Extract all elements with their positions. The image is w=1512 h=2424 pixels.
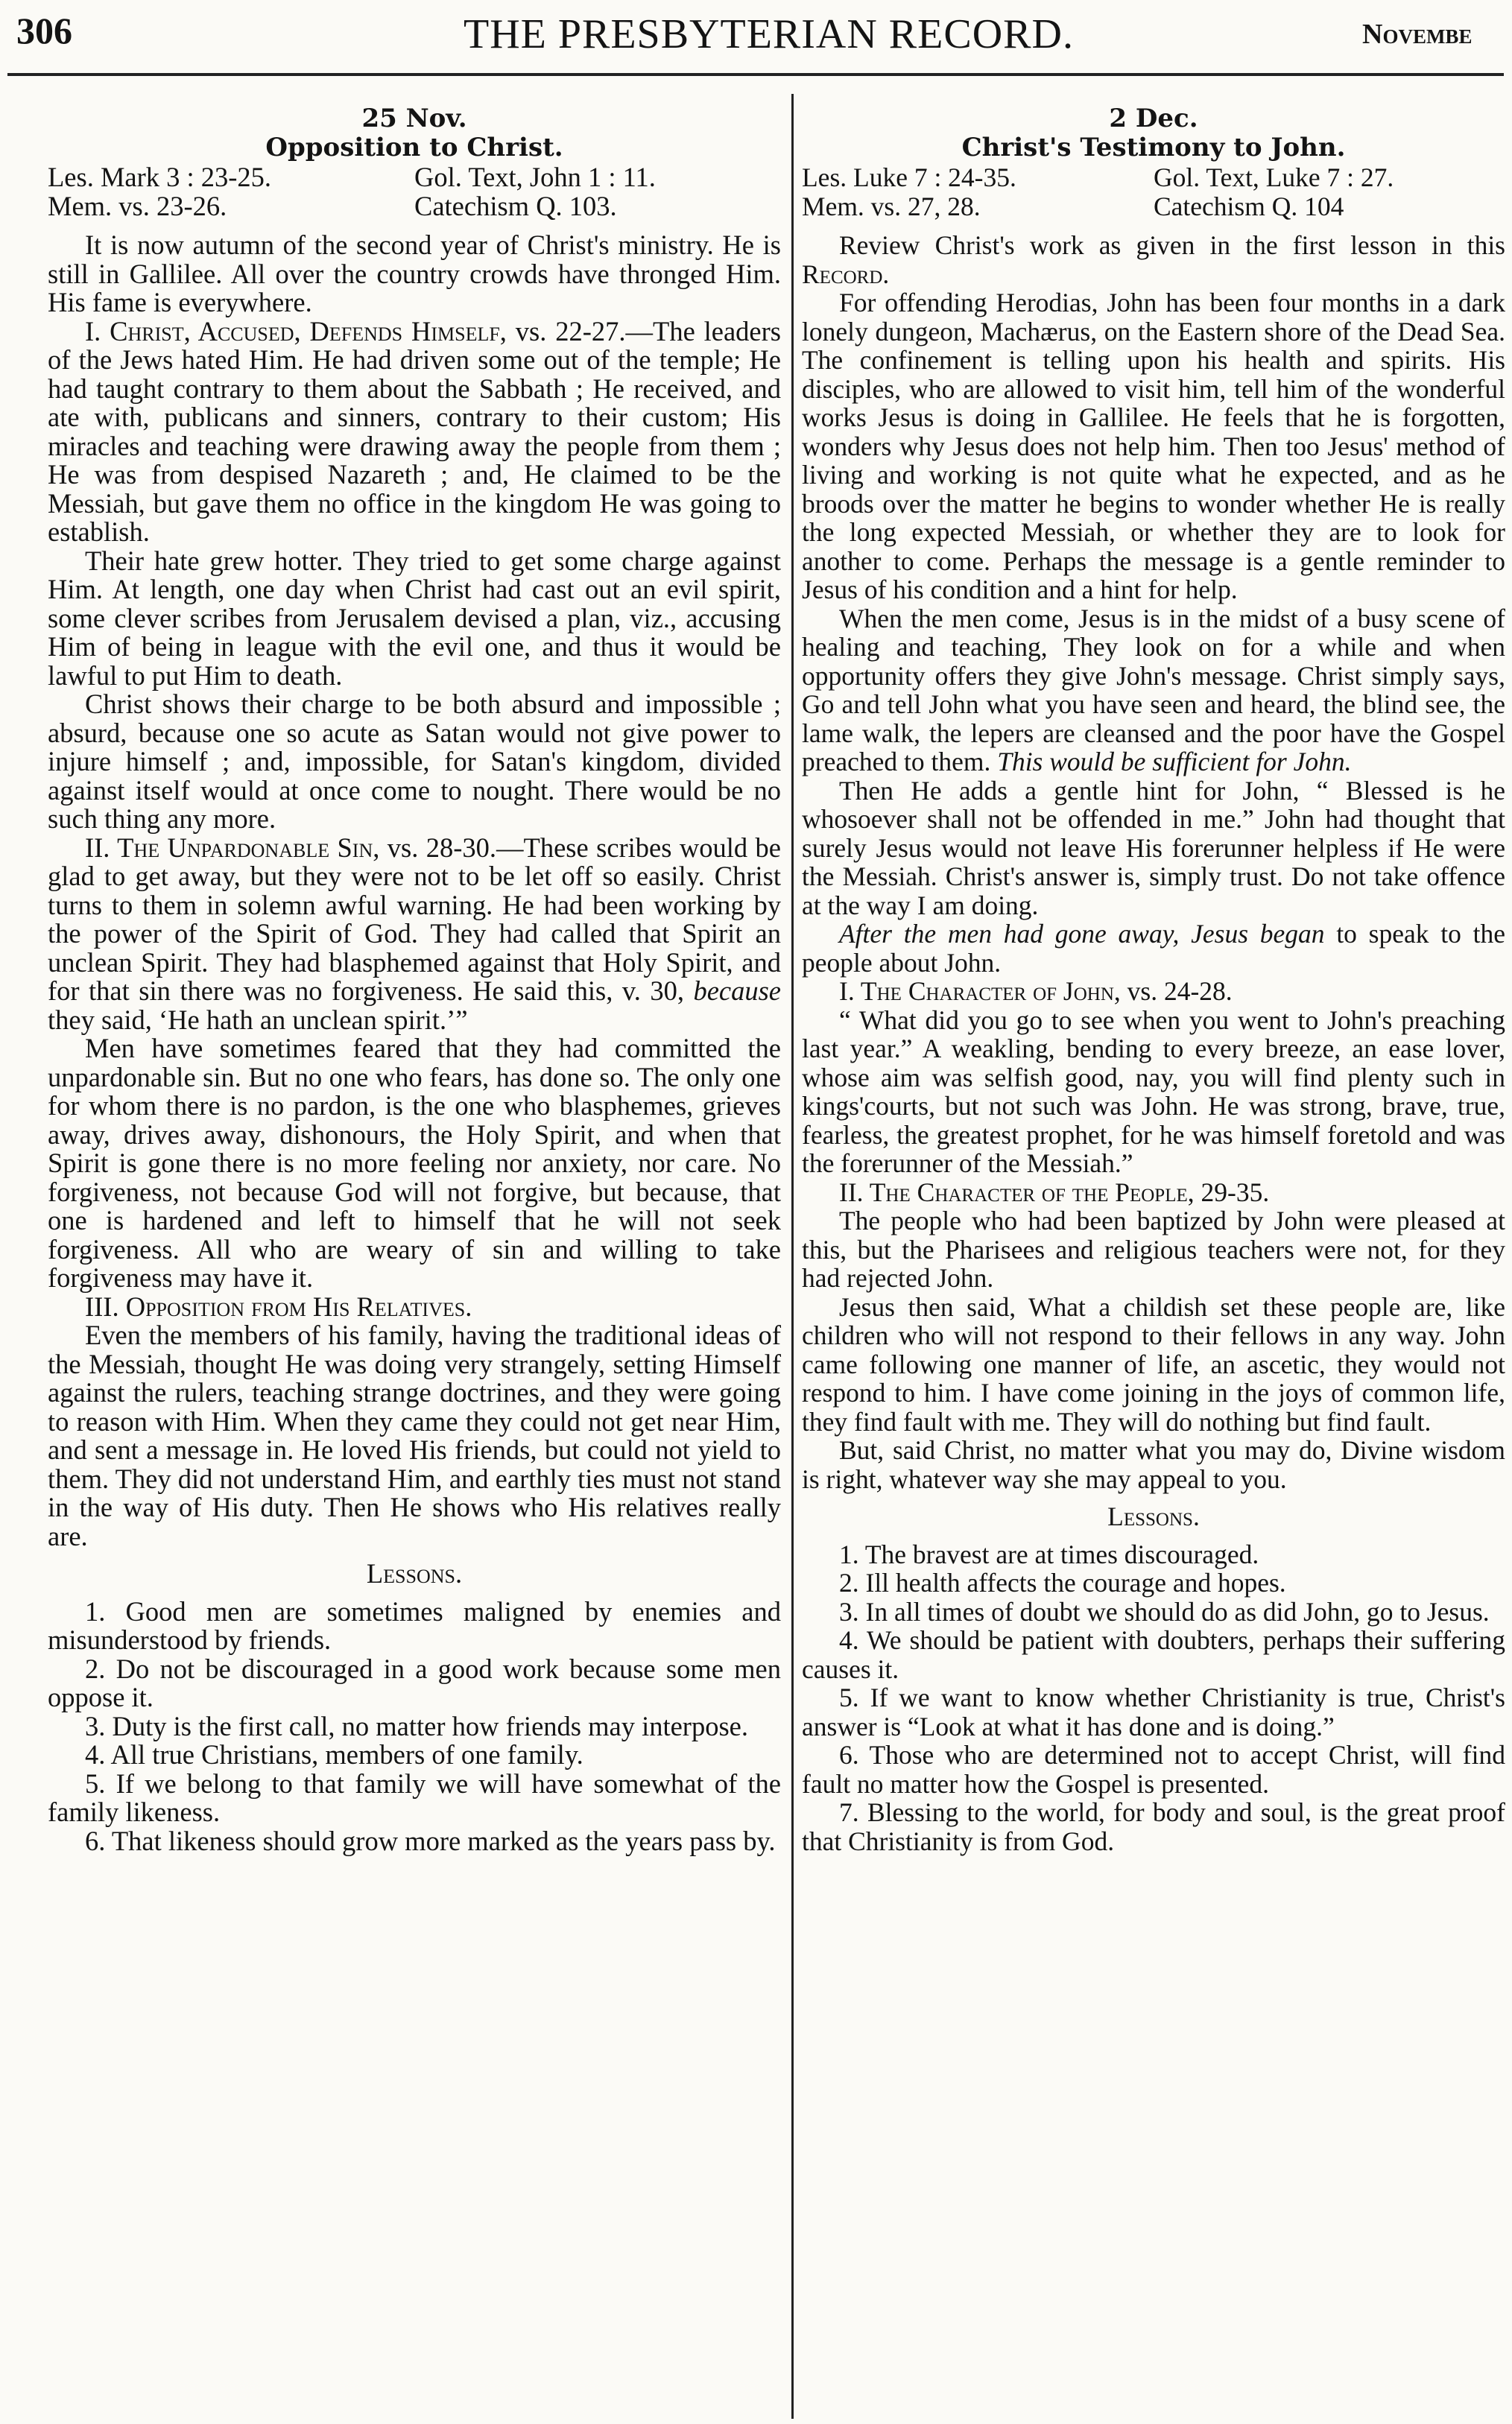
- lesson-title: Christ's Testimony to John.: [961, 132, 1346, 162]
- paragraph-text: vs. 24-28.: [1127, 976, 1233, 1006]
- section-paragraph: [48, 317, 781, 547]
- paragraph-text: Review Christ's work as given in the first lesson in this: [839, 230, 1505, 260]
- section-paragraph: [802, 977, 1505, 1006]
- section-heading: II. The Character of the People,: [839, 1177, 1195, 1207]
- lesson-item: 6. Those who are determined not to accept Christ, will find fault no matter how the Gospel is presented.: [802, 1740, 1505, 1799]
- lessons-heading: Lessons.: [366, 1558, 463, 1589]
- paragraph-text: vs. 28-30.—These scribes would be glad to get away, but they were not to be let off so easily. Christ turns to them in solemn awful warning. He had been working by the power of the Spirit of God. They had called that Spirit an unclean Spirit. They had blasphemed against that Holy Spirit, and for that sin there was no forgiveness. He said this, v. 30,: [48, 832, 781, 1006]
- paragraph: [802, 920, 1505, 977]
- section-heading: II. The Unpardonable Sin,: [85, 832, 380, 863]
- lesson-date: 2 Dec.: [1109, 104, 1198, 133]
- paragraph: The people who had been baptized by John were pleased at this, but the Pharisees and religious teachers were not, for they had rejected John.: [802, 1206, 1505, 1293]
- lesson-date: 25 Nov.: [361, 104, 467, 133]
- paragraph: Jesus then said, What a childish set these people are, like children who will not respond to their fellows in any way. John came following one manner of life, an ascetic, they would not respond to him. I have come joining in the joys of common life, they find fault with me. They will do nothing but find fault.: [802, 1291, 1505, 1437]
- lesson-item: 3. In all times of doubt we should do as did John, go to Jesus.: [839, 1596, 1490, 1627]
- paragraph: “ What did you go to see when you went to John's preaching last year.” A weakling, bending to every breeze, an ease lover, whose aim was selfish good, nay, you will find plenty such in kings'courts, but not such was John. He was strong, brave, true, fearless, the greatest prophet, for he was himself foretold and was the forerunner of the Messiah.”: [802, 1004, 1505, 1178]
- paragraph: Their hate grew hotter. They tried to get some charge against Him. At length, one day when Christ had cast out an evil spirit, some clever scribes from Jerusalem devised a plan, viz., accusing Him of being in league with the evil one, and thus it would be lawful to put Him to death.: [48, 545, 781, 691]
- paragraph-text: 29-35.: [1201, 1177, 1270, 1207]
- lesson-item: 3. Duty is the first call, no matter how friends may interpose.: [85, 1710, 748, 1741]
- golden-text: Gol. Text, John 1 : 11.: [414, 162, 656, 192]
- lesson-reference: Les. Luke 7 : 24-35.: [802, 162, 1016, 192]
- emphasis: After the men had gone away, Jesus began: [839, 919, 1325, 949]
- left-column: [48, 104, 781, 1855]
- header-rule: [7, 73, 1504, 76]
- lesson-item: 1. Good men are sometimes maligned by enemies and misunderstood by friends.: [48, 1595, 781, 1655]
- paragraph: [802, 604, 1505, 776]
- section-paragraph: [48, 834, 781, 1035]
- section-heading: I. Christ, Accused, Defends Himself,: [85, 315, 507, 346]
- lesson-title: Opposition to Christ.: [265, 132, 563, 162]
- paragraph-text: When the men come, Jesus is in the midst of a busy scene of healing and teaching, They look on for a while and when opportunity offers they give John's message. Christ simply says, Go and tell John what you have seen and heard, the blind see, the lame walk, the lepers are cleansed and the poor have the Gospel preached to them.: [802, 603, 1505, 776]
- lessons-heading: Lessons.: [1107, 1501, 1200, 1531]
- golden-text: Gol. Text, Luke 7 : 27.: [1154, 162, 1394, 192]
- lesson-reference: Les. Mark 3 : 23-25.: [48, 162, 272, 192]
- paragraph-text: to speak to the people about John.: [802, 919, 1505, 978]
- record-reference: Record.: [802, 259, 890, 289]
- memory-verses: Mem. vs. 23-26.: [48, 190, 227, 221]
- lesson-item: 5. If we want to know whether Christianity is true, Christ's answer is “Look at what it has done and is doing.”: [802, 1683, 1505, 1741]
- section-paragraph: [802, 1178, 1505, 1207]
- column-divider: [791, 94, 794, 2419]
- lesson-item: 6. That likeness should grow more marked as the years pass by.: [85, 1825, 776, 1856]
- paragraph: But, said Christ, no matter what you may do, Divine wisdom is right, whatever way she may appeal to you.: [802, 1435, 1505, 1494]
- lesson-item: 4. All true Christians, members of one family.: [85, 1739, 583, 1770]
- paragraph: [802, 231, 1505, 288]
- lesson-meta: [802, 163, 1505, 221]
- journal-title: THE PRESBYTERIAN RECORD.: [464, 11, 1074, 57]
- lesson-item: 5. If we belong to that family we will have somewhat of the family likeness.: [48, 1768, 781, 1827]
- lesson-meta: [48, 163, 781, 221]
- paragraph-text: they said, ‘He hath an unclean spirit.’”: [48, 1004, 468, 1035]
- section-heading: III. Opposition from His Relatives.: [85, 1291, 472, 1322]
- paragraph: It is now autumn of the second year of Christ's ministry. He is still in Gallilee. All over the country crowds have thronged Him. His fame is everywhere.: [48, 230, 781, 317]
- catechism: Catechism Q. 103.: [414, 190, 617, 221]
- paragraph: Men have sometimes feared that they had committed the unpardonable sin. But no one who fears, has done so. The only one for whom there is no pardon, is the one who blasphemes, grieves away, drives away, dishonours, the Holy Spirit, and when that Spirit is gone there is no more feeling nor anxiety, nor care. No forgiveness, not because God will not forgive, but because, that one is hardened and left to himself that he will not seek forgiveness. All who are weary of sin and willing to take forgiveness may have it.: [48, 1033, 781, 1293]
- paragraph-text: vs. 22-27.—The leaders of the Jews hated Him. He had driven some out of the temple; He had taught contrary to them about the Sabbath ; He received, and ate with, publicans and sinners, contrary to their custom; His miracles and teaching were drawing away the people from them ; He was from despised Nazareth ; and, He claimed to be the Messiah, but gave them no office in the kingdom He was going to establish.: [48, 315, 781, 547]
- catechism: Catechism Q. 104: [1154, 191, 1344, 221]
- lesson-item: 4. We should be patient with doubters, perhaps their suffering causes it.: [802, 1625, 1505, 1684]
- right-column: [802, 104, 1505, 1855]
- emphasis: because: [693, 975, 782, 1006]
- lesson-item: 2. Do not be discouraged in a good work because some men oppose it.: [48, 1653, 781, 1712]
- paragraph: For offending Herodias, John has been four months in a dark lonely dungeon, Machærus, on the Eastern shore of the Dead Sea. The confinement is telling upon his health and spirits. His disciples, who are allowed to visit him, tell him of the wonderful works Jesus is doing in Gallilee. He feels that he is forgotten, wonders why Jesus does not help him. Then too Jesus' method of living and working is not quite what he expected, and as he broods over the matter he begins to wonder whether He is really the long expected Messiah, or whether they are to look for another to come. Perhaps the message is a gentle reminder to Jesus of his condition and a hint for help.: [802, 288, 1505, 604]
- paragraph: Even the members of his family, having the traditional ideas of the Messiah, thought He was doing very strangely, setting Himself against the rulers, teaching strange doctrines, and they were going to reason with Him. When they came they could not get near Him, and sent a message in. He loved His friends, but could not yield to them. They did not understand Him, and earthly ties must not stand in the way of His duty. Then He shows who His relatives really are.: [48, 1320, 781, 1551]
- emphasis: This would be sufficient for John.: [997, 747, 1352, 776]
- lesson-item: 2. Ill health affects the courage and hopes.: [839, 1568, 1286, 1598]
- month-label: Novembe: [1362, 19, 1473, 50]
- paragraph: Then He adds a gentle hint for John, “ Blessed is he whosoever shall not be offended in me.” John had thought that surely Jesus would not leave His forerunner helpless if He were the Messiah. Christ's answer is, simply trust. Do not take offence at the way I am doing.: [802, 775, 1505, 920]
- page-header: [0, 0, 1512, 58]
- lesson-item: 7. Blessing to the world, for body and soul, is the great proof that Christianity is from God.: [802, 1797, 1505, 1856]
- paragraph: Christ shows their charge to be both absurd and impossible ; absurd, because one so acute as Satan would not give power to injure himself ; and, impossible, for Satan's kingdom, divided against itself would at once come to nought. There would be no such thing any more.: [48, 689, 781, 834]
- section-heading: I. The Character of John,: [839, 976, 1121, 1006]
- lesson-item: 1. The bravest are at times discouraged.: [839, 1539, 1259, 1569]
- memory-verses: Mem. vs. 27, 28.: [802, 191, 981, 221]
- page-number: 306: [16, 10, 72, 51]
